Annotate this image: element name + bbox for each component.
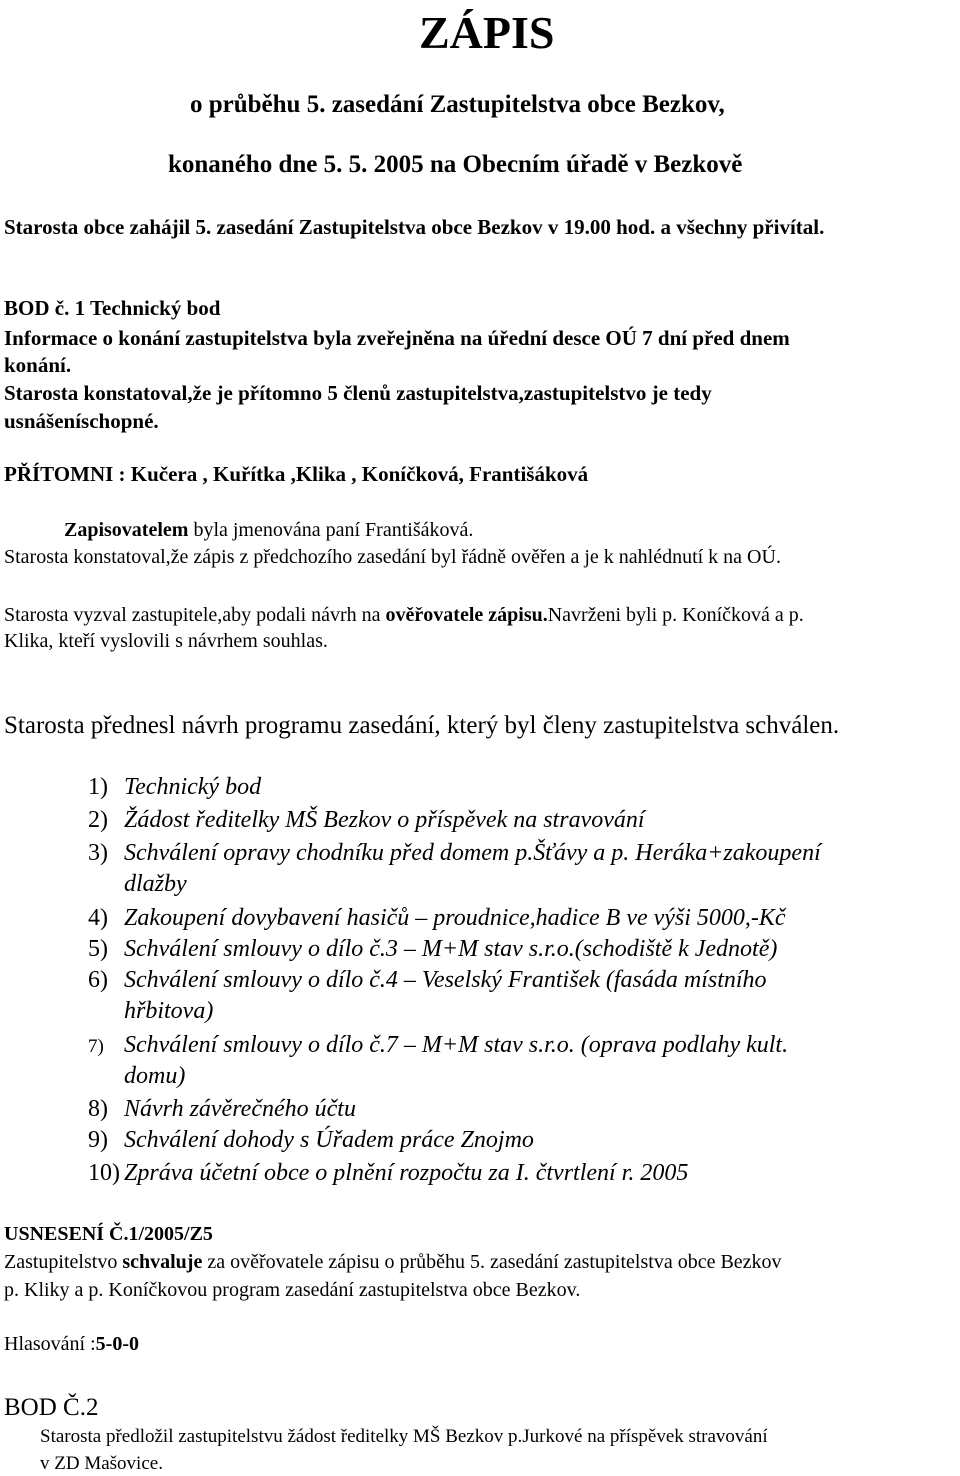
present-members: PŘÍTOMNI : Kučera , Kuřítka ,Klika , Koníčková, Františáková	[4, 462, 589, 486]
program-item-continuation: hřbitova)	[124, 998, 214, 1024]
previous-minutes-line: Starosta konstatoval,že zápis z předchozího zasedání byl řádně ověřen a je k nahlédnutí k na OÚ.	[4, 546, 781, 568]
program-item	[88, 936, 777, 963]
program-item-continuation: dlažby	[124, 871, 187, 897]
program-item-text: Návrh závěrečného účtu	[124, 1096, 356, 1122]
verifiers-text-a: Starosta vyzval zastupitele,aby podali návrh na	[4, 604, 386, 626]
program-item	[88, 1096, 356, 1123]
verifiers-text-c: Navrženi byli p. Koníčková a p.	[547, 604, 804, 626]
bod1-line-3: Starosta konstatoval,že je přítomno 5 členů zastupitelstva,zastupitelstvo je tedy	[4, 381, 712, 405]
bod2-line-2: v ZD Mašovice.	[40, 1453, 163, 1474]
program-item-number: 2)	[88, 807, 108, 833]
program-item-number: 6)	[88, 967, 108, 993]
program-item	[88, 1160, 688, 1187]
bod1-line-2: konání.	[4, 353, 72, 377]
vote-value: 5-0-0	[95, 1333, 139, 1355]
program-item-text: Zpráva účetní obce o plnění rozpočtu za I. čtvrtlení r. 2005	[124, 1160, 689, 1186]
program-item-text: Schválení smlouvy o dílo č.4 – Veselský František (fasáda místního	[124, 967, 767, 993]
program-item-number: 8)	[88, 1096, 108, 1122]
program-item-text: Technický bod	[124, 774, 262, 800]
recorder-text: byla jmenována paní Františáková.	[188, 519, 474, 541]
program-item-text: Zakoupení dovybavení hasičů – proudnice,hadice B ve výši 5000,-Kč	[124, 905, 786, 931]
resolution-text-bold: schvaluje	[122, 1251, 203, 1273]
program-item-number: 3)	[88, 840, 108, 866]
program-item-number: 10)	[88, 1160, 120, 1186]
program-item-text: Schválení opravy chodníku před domem p.Šťávy a p. Heráka+zakoupení	[124, 840, 821, 866]
program-item	[88, 1127, 534, 1154]
resolution-line-2: p. Kliky a p. Koníčkovou program zasedání zastupitelstva obce Bezkov.	[4, 1279, 581, 1301]
verifiers-line-1	[4, 604, 804, 627]
program-item-text: Žádost ředitelky MŠ Bezkov o příspěvek na stravování	[124, 807, 645, 833]
verifiers-text-bold: ověřovatele zápisu.	[385, 604, 548, 626]
program-item-number: 7)	[88, 1036, 104, 1057]
bod1-line-4: usnášeníschopné.	[4, 409, 159, 433]
resolution-text-c: za ověřovatele zápisu o průběhu 5. zasedání zastupitelstva obce Bezkov	[202, 1251, 782, 1273]
opening-paragraph: Starosta obce zahájil 5. zasedání Zastupitelstva obce Bezkov v 19.00 hod. a všechny přivítal.	[4, 215, 825, 239]
verifiers-line-2: Klika, kteří vyslovili s návrhem souhlas.	[4, 630, 328, 652]
bod1-line-1: Informace o konání zastupitelstva byla zveřejněna na úřední desce OÚ 7 dní před dnem	[4, 326, 790, 350]
program-item	[88, 807, 645, 834]
program-intro: Starosta přednesl návrh programu zasedání, který byl členy zastupitelstva schválen.	[4, 712, 840, 739]
program-item	[88, 1032, 789, 1089]
program-item	[88, 905, 786, 932]
vote-line	[4, 1333, 139, 1356]
program-item	[88, 967, 767, 1024]
program-item	[88, 840, 821, 897]
program-item-number: 4)	[88, 905, 108, 931]
recorder-line	[64, 519, 473, 542]
vote-label: Hlasování :	[4, 1333, 96, 1355]
resolution-text-a: Zastupitelstvo	[4, 1251, 123, 1273]
document-subtitle-1: o průběhu 5. zasedání Zastupitelstva obce Bezkov,	[190, 91, 725, 118]
program-item-number: 1)	[88, 774, 108, 800]
program-item-text: Schválení dohody s Úřadem práce Znojmo	[124, 1127, 534, 1153]
program-item-number: 5)	[88, 936, 108, 962]
bod2-heading: BOD Č.2	[4, 1394, 99, 1421]
document-subtitle-2: konaného dne 5. 5. 2005 na Obecním úřadě v Bezkově	[168, 151, 743, 178]
bod1-heading: BOD č. 1 Technický bod	[4, 296, 221, 320]
program-item-text: Schválení smlouvy o dílo č.7 – M+M stav s.r.o. (oprava podlahy kult.	[124, 1032, 789, 1058]
program-item	[88, 774, 261, 801]
resolution-line-1	[4, 1251, 782, 1274]
recorder-label: Zapisovatelem	[64, 519, 189, 541]
program-item-continuation: domu)	[124, 1063, 186, 1089]
document-title: ZÁPIS	[419, 7, 555, 58]
resolution-heading: USNESENÍ Č.1/2005/Z5	[4, 1223, 213, 1245]
program-item-number: 9)	[88, 1127, 108, 1153]
bod2-line-1: Starosta předložil zastupitelstvu žádost ředitelky MŠ Bezkov p.Jurkové na příspěvek stravování	[40, 1426, 768, 1447]
program-item-text: Schválení smlouvy o dílo č.3 – M+M stav s.r.o.(schodiště k Jednotě)	[124, 936, 778, 962]
